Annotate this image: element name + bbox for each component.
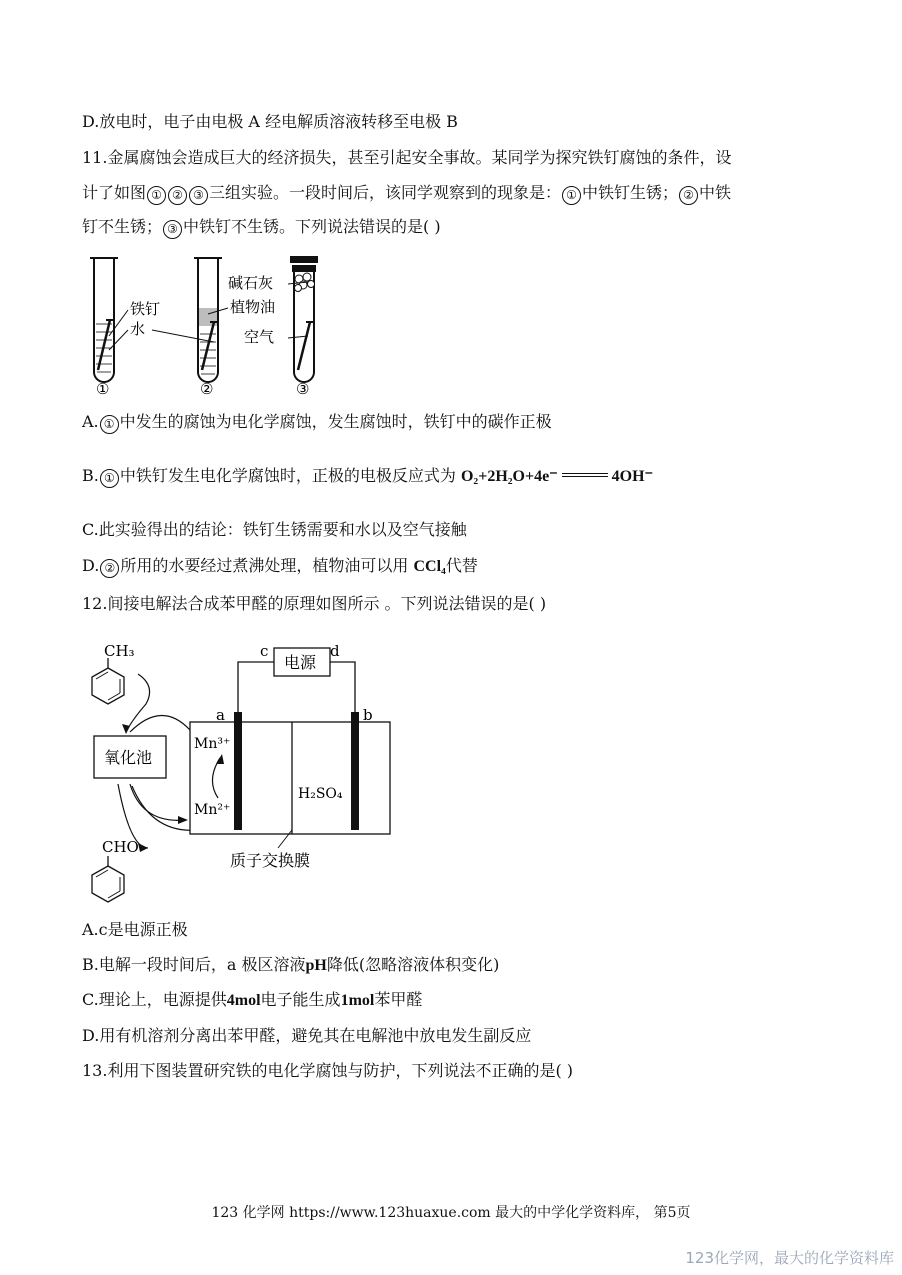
watermark: 123化学网，最大的化学资料库 — [685, 1249, 894, 1267]
tube-label-2: ② — [200, 380, 214, 398]
q12-option-c: C.理论上，电源提供4mol电子能生成1mol苯甲醛 — [82, 990, 423, 1009]
eq-sign — [562, 473, 608, 477]
label-water: 水 — [130, 320, 146, 338]
eq-left: O₂+2H₂O+4e⁻ — [460, 468, 558, 485]
mn2-label: Mn²⁺ — [194, 802, 231, 818]
eq-right: 4OH⁻ — [611, 468, 654, 485]
oxidation-pool: 氧化池 — [104, 748, 153, 767]
tube-label-3: ③ — [296, 380, 310, 398]
electrode-a: a — [216, 706, 225, 724]
q11-stem-line2: 计了如图 ① ② ③ 三组实验。一段时间后，该同学观察到的现象是： ① 中铁钉生锈； ② 中铁 — [82, 183, 731, 205]
q11-option-a: A. ① 中发生的腐蚀为电化学腐蚀，发生腐蚀时，铁钉中的碳作正极 — [82, 412, 552, 434]
h2so4-label: H₂SO₄ — [298, 786, 343, 802]
q12-electrolysis-figure — [82, 634, 402, 904]
q12-stem: 12.间接电解法合成苯甲醛的原理如图所示 。下列说法错误的是( ) — [82, 594, 547, 613]
q12-option-d: D.用有机溶剂分离出苯甲醛，避免其在电解池中放电发生副反应 — [82, 1026, 532, 1045]
q12-option-a: A.c是电源正极 — [82, 920, 188, 939]
label-air: 空气 — [244, 328, 275, 346]
page-footer: 123 化学网 https://www.123huaxue.com 最大的中学化学资料库， 第5页 — [211, 1205, 691, 1221]
electrode-b: b — [363, 706, 373, 724]
terminal-c: c — [260, 642, 269, 660]
q11-tubes-figure — [82, 252, 342, 402]
mn3-label: Mn³⁺ — [194, 736, 231, 752]
cho-label: CHO — [102, 838, 139, 856]
q10-option-d: D.放电时，电子由电极 A 经电解质溶液转移至电极 B — [82, 112, 458, 131]
terminal-d: d — [330, 642, 340, 660]
q11-stem-line1: 11.金属腐蚀会造成巨大的经济损失，甚至引起安全事故。某同学为探究铁钉腐蚀的条件，设 — [82, 148, 732, 167]
membrane-label: 质子交换膜 — [230, 851, 311, 870]
tube-3 — [290, 256, 318, 382]
tube-1 — [90, 258, 118, 382]
q13-stem: 13.利用下图装置研究铁的电化学腐蚀与防护，下列说法不正确的是( ) — [82, 1061, 574, 1080]
label-nail: 铁钉 — [130, 300, 161, 318]
q11-option-b: B. ① 中铁钉发生电化学腐蚀时，正极的电极反应式为 O₂+2H₂O+4e⁻ 4OH⁻ — [82, 466, 653, 488]
q12-option-b: B.电解一段时间后，a 极区溶液pH降低(忽略溶液体积变化) — [82, 955, 500, 974]
tube-2 — [194, 258, 222, 382]
q11-option-c: C.此实验得出的结论：铁钉生锈需要和水以及空气接触 — [82, 520, 467, 539]
q11-stem-line3: 钉不生锈； ③ 中铁钉不生锈。下列说法错误的是( ) — [82, 217, 441, 239]
label-lime: 碱石灰 — [228, 274, 274, 292]
ch3-label: CH₃ — [104, 642, 135, 660]
q11-option-d: D. ② 所用的水要经过煮沸处理，植物油可以用 CCl₄代替 — [82, 556, 478, 578]
label-oil: 植物油 — [230, 298, 276, 316]
power-label: 电源 — [284, 653, 317, 672]
tube-label-1: ① — [96, 380, 110, 398]
